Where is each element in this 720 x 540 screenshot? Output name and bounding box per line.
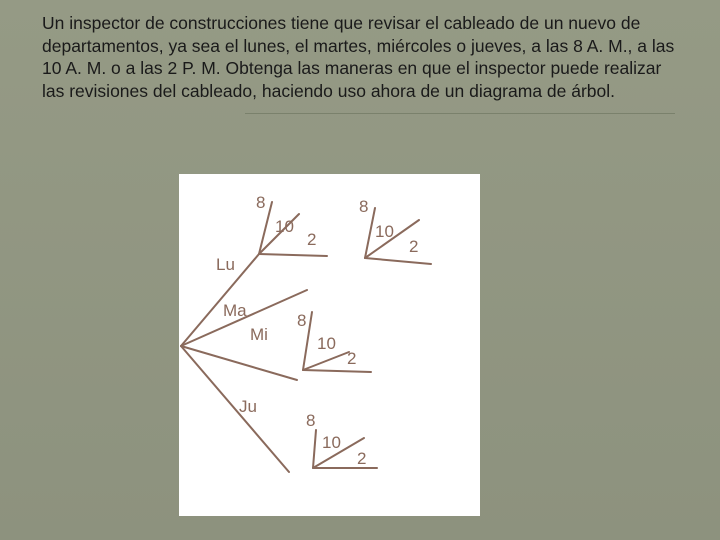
day-label-ma: Ma xyxy=(223,301,247,320)
problem-statement: Un inspector de construcciones tiene que revisar el cableado de un nuevo de departamentos, ya sea el lunes, el martes, miércoles o jueves, a las 8 A. M., a las 10 A. M. o a las 2 P. M. Obtenga las maneras en que el inspector puede realizar las revisiones del cableado, haciendo uso ahora de un diagrama de árbol. xyxy=(42,13,675,101)
time-label-ma-2: 2 xyxy=(409,237,419,256)
branch-root-ju xyxy=(181,346,289,472)
tree-diagram-panel xyxy=(179,174,480,516)
time-label-mi-10: 10 xyxy=(317,334,336,353)
time-label-lu-8: 8 xyxy=(256,193,266,212)
branch-ju-8 xyxy=(313,430,316,468)
time-label-ma-10: 10 xyxy=(375,222,394,241)
time-label-mi-2: 2 xyxy=(347,349,357,368)
time-label-lu-2: 2 xyxy=(307,230,317,249)
time-label-lu-10: 10 xyxy=(275,217,294,236)
day-label-mi: Mi xyxy=(250,325,268,344)
title-underline xyxy=(245,113,675,114)
day-label-lu: Lu xyxy=(216,255,235,274)
branch-mi-2 xyxy=(303,370,371,372)
time-label-ma-8: 8 xyxy=(359,197,369,216)
time-label-ju-8: 8 xyxy=(306,411,316,430)
time-label-ju-10: 10 xyxy=(322,433,341,452)
time-label-mi-8: 8 xyxy=(297,311,307,330)
branch-lu-2 xyxy=(259,254,327,256)
branch-ma-2 xyxy=(365,258,431,264)
branch-root-mi xyxy=(181,346,297,380)
tree-diagram xyxy=(179,174,480,516)
time-label-ju-2: 2 xyxy=(357,449,367,468)
branch-mi-10 xyxy=(303,352,349,370)
day-label-ju: Ju xyxy=(239,397,257,416)
